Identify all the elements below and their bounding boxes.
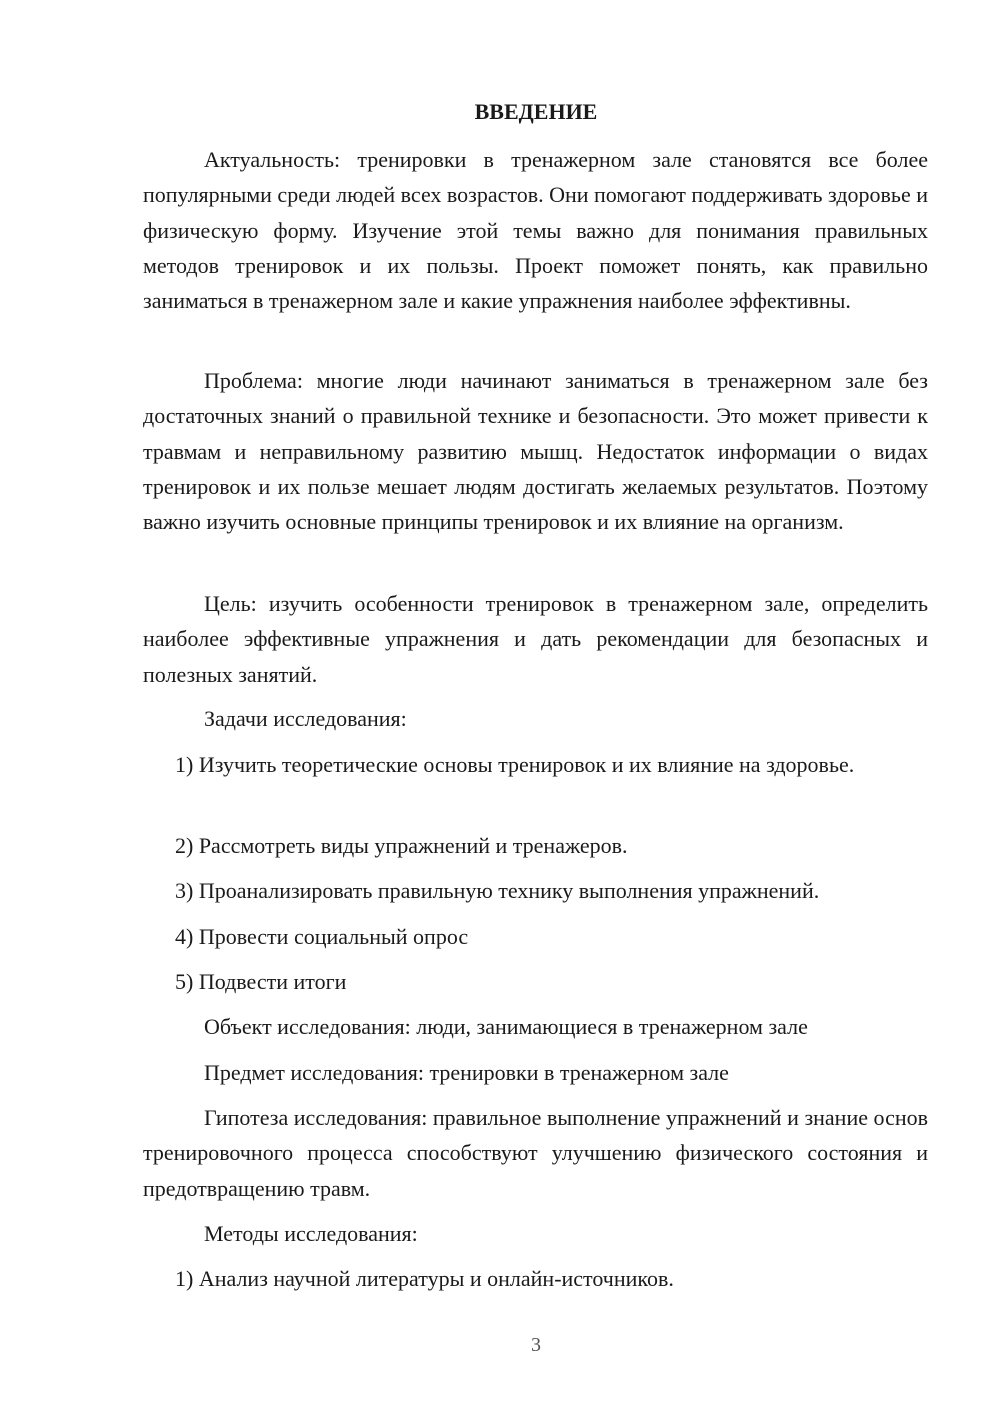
problem-paragraph: Проблема: многие люди начинают заниматься в тренажерном зале без достаточных знаний о правильной технике и безопасности. Это может привести к травмам и неправильному развитию мышц. Недостаток информации о видах тренировок и их пользе мешает людям достигать желаемых результатов. Поэтому важно изучить основные принципы тренировок и их влияние на организм. [143, 368, 928, 535]
task-item-5: 5) Подвести итоги [175, 969, 347, 994]
tasks-heading: Задачи исследования: [204, 706, 407, 731]
page-title: ВВЕДЕНИЕ [474, 99, 598, 124]
page-number: 3 [531, 1334, 541, 1356]
object-paragraph: Объект исследования: люди, занимающиеся в тренажерном зале [204, 1014, 808, 1039]
task-item-1: 1) Изучить теоретические основы тренировок и их влияние на здоровье. [175, 752, 855, 777]
task-item-4: 4) Провести социальный опрос [175, 924, 469, 949]
subject-paragraph: Предмет исследования: тренировки в тренажерном зале [204, 1060, 729, 1085]
method-item-1: 1) Анализ научной литературы и онлайн-источников. [175, 1266, 674, 1291]
task-item-3: 3) Проанализировать правильную технику выполнения упражнений. [175, 878, 820, 903]
methods-heading: Методы исследования: [204, 1221, 418, 1246]
relevance-paragraph: Актуальность: тренировки в тренажерном зале становятся все более популярными среди людей всех возрастов. Они помогают поддерживать здоровье и физическую форму. Изучение этой темы важно для понимания правильных методов тренировок и их пользы. Проект поможет понять, как правильно заниматься в тренажерном зале и какие упражнения наиболее эффективны. [143, 147, 929, 314]
task-item-2: 2) Рассмотреть виды упражнений и тренажеров. [175, 833, 628, 858]
goal-paragraph: Цель: изучить особенности тренировок в тренажерном зале, определить наиболее эффективные упражнения и дать рекомендации для безопасных и полезных занятий. [143, 591, 928, 687]
hypothesis-paragraph: Гипотеза исследования: правильное выполнение упражнений и знание основ тренировочного процесса способствуют улучшению физического состояния и предотвращению травм. [143, 1105, 928, 1201]
